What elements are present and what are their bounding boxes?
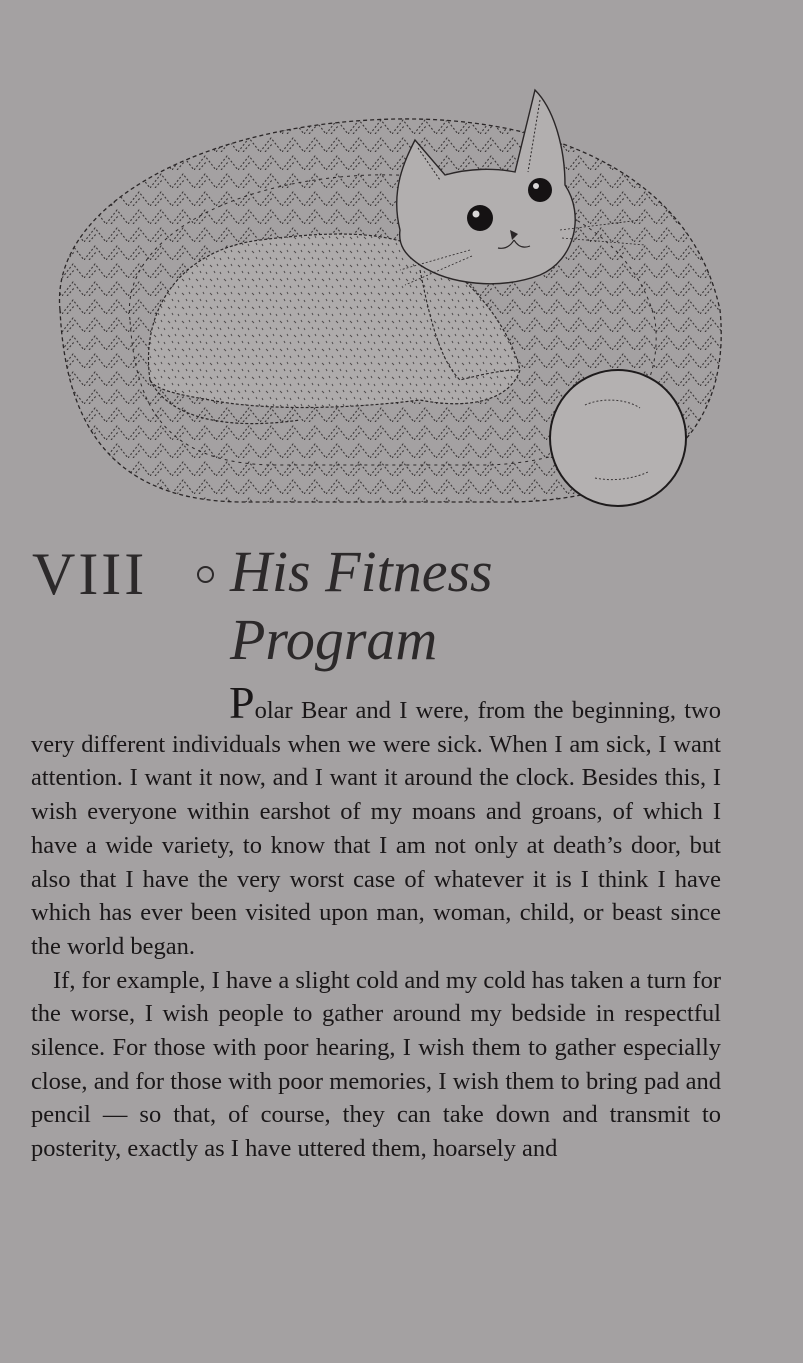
drop-cap: P <box>229 677 255 728</box>
body-text <box>31 677 721 1166</box>
cat-illustration <box>40 80 730 510</box>
paragraph-1-text: olar Bear and I were, from the beginning, two very different individuals when we were sick. When I am sick, I want attention. I want it now, and I want it around the clock. Besides this, I wish everyone within earshot of my moans and groans, of which I have a wide variety, to know that I am not only at death’s door, but also that I have the very worst case of whatever it is I think I have which has ever been visited upon man, woman, child, or beast since the world began. <box>31 697 721 960</box>
chapter-heading <box>32 538 772 678</box>
paragraph-2: If, for example, I have a slight cold and my cold has taken a turn for the worse, I wish people to gather around my bedside in respectful silence. For those with poor hearing, I wish them to gather especially close, and for those with poor memories, I wish them to bring pad and pencil — so that, of course, they can take down and transmit to posterity, exactly as I have uttered them, hoarsely and <box>31 966 721 1163</box>
chapter-title-line-1: His Fitness <box>230 539 493 604</box>
chapter-title <box>230 538 493 674</box>
chapter-title-line-2: Program <box>230 607 438 672</box>
chapter-separator-dot <box>197 566 214 583</box>
paragraph-1 <box>31 677 721 964</box>
chapter-number: VIII <box>32 541 148 607</box>
